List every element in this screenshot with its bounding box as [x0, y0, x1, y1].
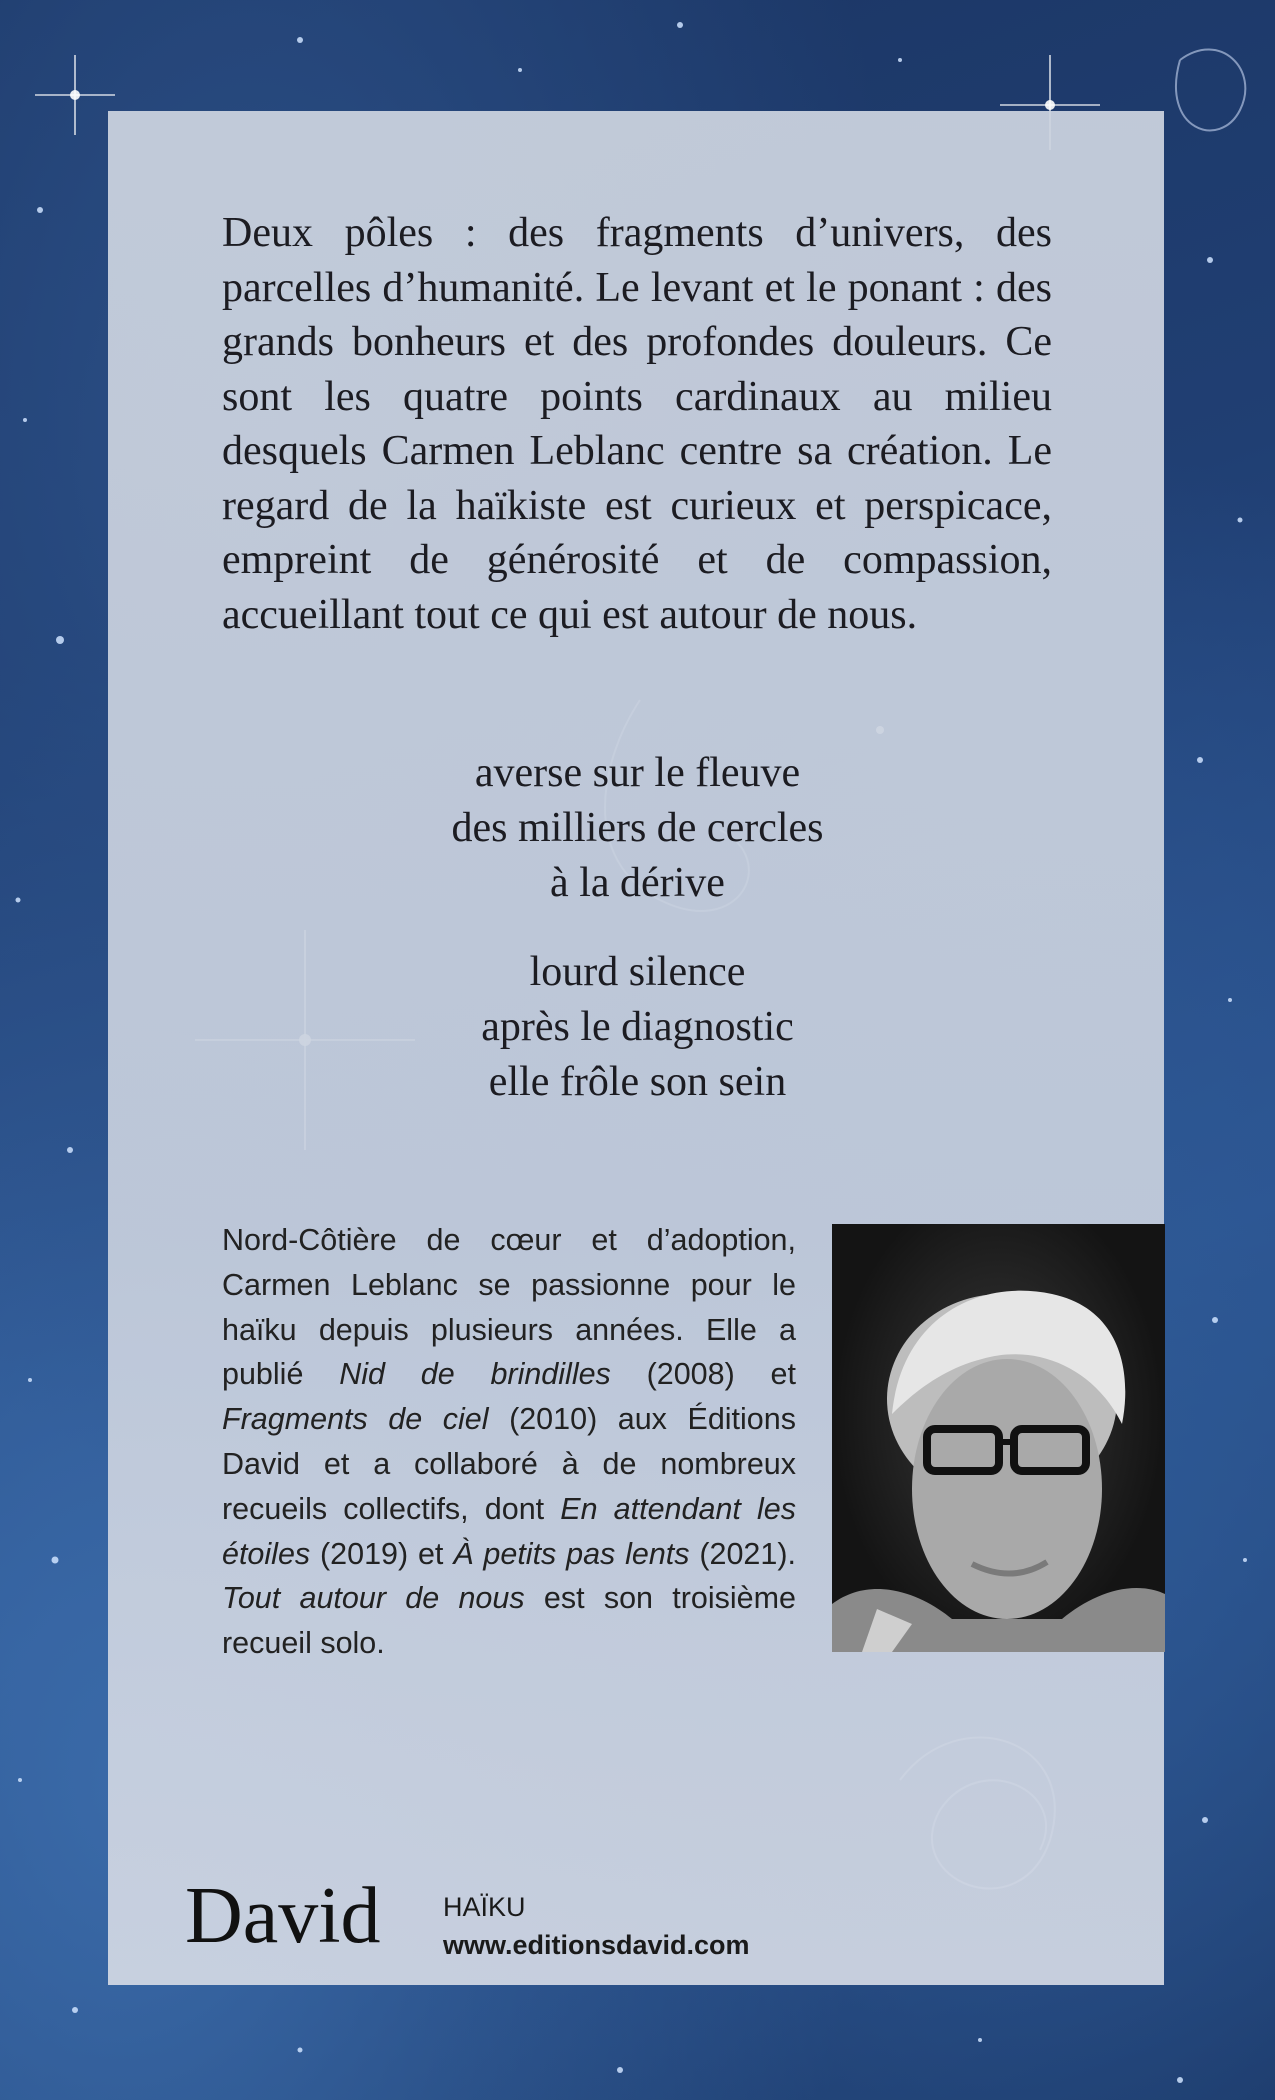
haiku-2-line-1: lourd silence	[529, 949, 746, 995]
bio-text: Nord-Côtière de cœur et d’adoption, Carmen Leblanc se passionne pour le haïku depuis plusieurs années. Elle a publié	[222, 1223, 796, 1392]
haiku-2-line-3: elle frôle son sein	[488, 1059, 787, 1105]
publisher-website: www.editionsdavid.com	[443, 1930, 750, 1960]
author-portrait-image	[832, 1224, 1165, 1652]
book-title: En attendant les étoiles	[222, 1491, 796, 1571]
publisher-logo: David	[185, 1872, 381, 1960]
haiku-1-line-1: averse sur le fleuve	[474, 750, 801, 796]
book-title: Tout autour de nous	[222, 1581, 525, 1616]
book-title: À petits pas lents	[453, 1536, 690, 1571]
haiku-1	[0, 746, 1275, 911]
haiku-1-line-3: à la dérive	[550, 860, 725, 906]
haiku-1-line-2: des milliers de cercles	[451, 805, 824, 851]
haiku-2	[0, 945, 1275, 1110]
bio-text: (2021).	[689, 1536, 796, 1571]
book-title: Nid de brindilles	[339, 1357, 611, 1392]
bio-text: (2019) et	[310, 1536, 454, 1571]
author-biography	[222, 1218, 796, 1666]
back-cover-description: Deux pôles : des fragments d’univers, des parcelles d’humanité. Le levant et le ponant : des grands bonheurs et des profondes douleurs. Ce sont les quatre points cardinaux au milieu desquels Carmen Leblanc centre sa création. Le regard de la haïkiste est curieux et perspicace, empreint de générosité et de compassion, accueillant tout ce qui est autour de nous.	[222, 210, 1052, 638]
author-photo	[832, 1224, 1165, 1652]
bio-text: (2010) aux Éditions David et a collaboré à de nombreux recueils collectifs, dont	[222, 1402, 796, 1526]
haiku-2-line-2: après le diagnostic	[481, 1004, 794, 1050]
genre-label: HAÏKU	[443, 1892, 526, 1922]
bio-text: (2008) et	[610, 1357, 796, 1392]
book-title: Fragments de ciel	[222, 1402, 489, 1437]
bio-text: est son troisième recueil solo.	[222, 1581, 796, 1661]
